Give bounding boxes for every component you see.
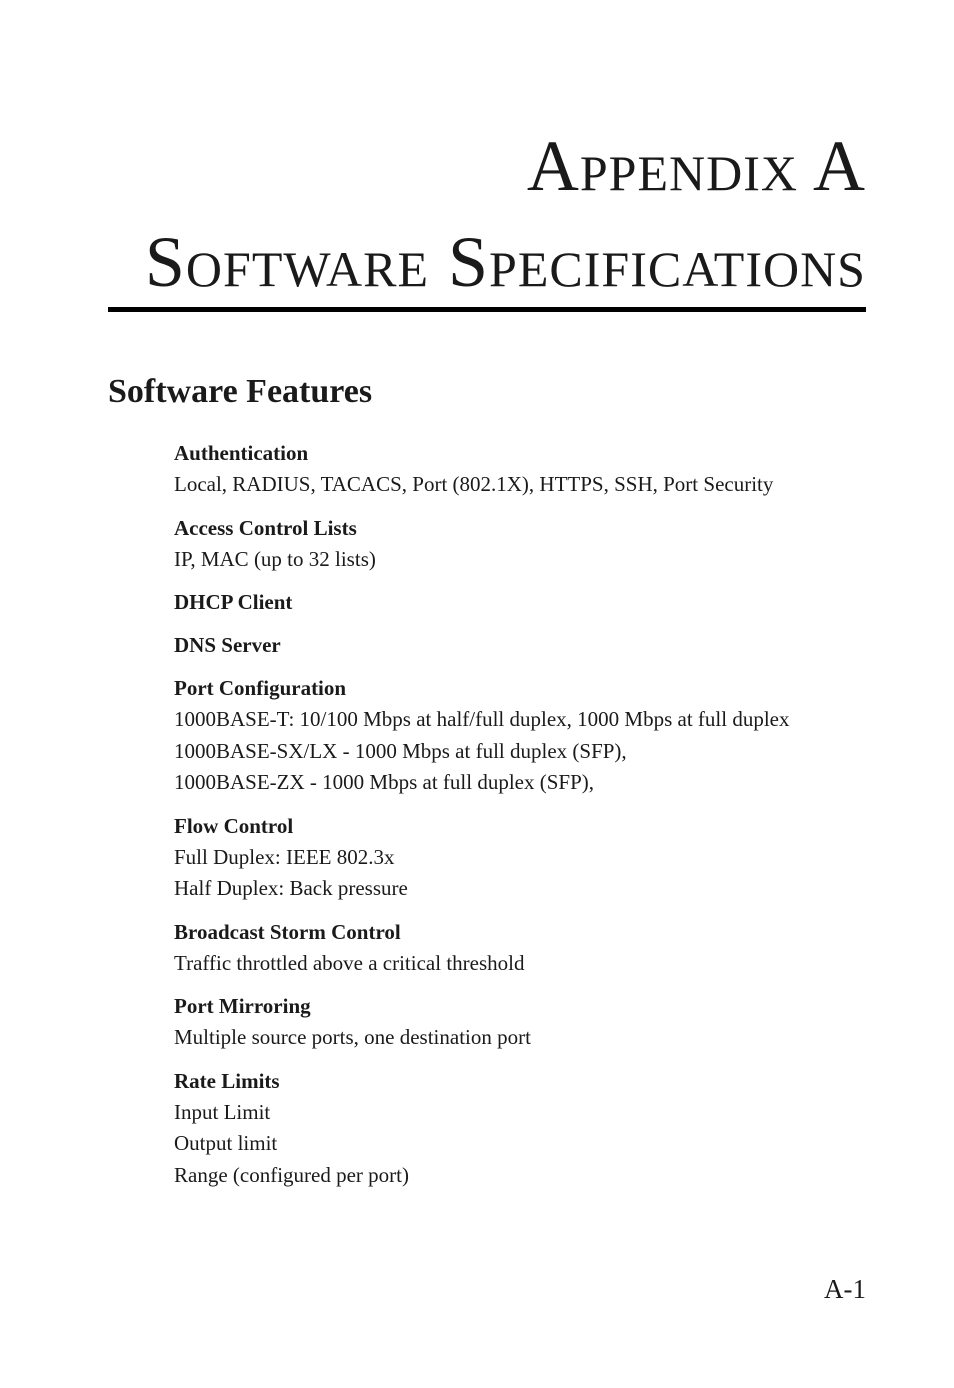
chapter-title bbox=[145, 118, 866, 310]
section-heading: Software Features bbox=[108, 373, 373, 410]
feature-item bbox=[174, 811, 874, 905]
feature-item bbox=[174, 587, 874, 618]
feature-description: Range (configured per port) bbox=[174, 1162, 409, 1187]
feature-term: DNS Server bbox=[174, 633, 281, 657]
feature-description: 1000BASE-SX/LX - 1000 Mbps at full duplex (SFP), bbox=[174, 738, 627, 763]
feature-term: Authentication bbox=[174, 441, 309, 465]
feature-description: Half Duplex: Back pressure bbox=[174, 876, 408, 900]
feature-term: DHCP Client bbox=[174, 590, 293, 614]
feature-item bbox=[174, 1066, 874, 1192]
chapter-title-line-1: Appendix A bbox=[526, 126, 866, 206]
feature-description: Input Limit bbox=[174, 1099, 271, 1124]
feature-term: Flow Control bbox=[174, 813, 294, 838]
feature-term: Broadcast Storm Control bbox=[174, 919, 401, 944]
feature-description: 1000BASE-T: 10/100 Mbps at half/full duplex, 1000 Mbps at full duplex bbox=[174, 707, 790, 731]
feature-description: Traffic throttled above a critical threshold bbox=[174, 950, 525, 975]
feature-description: Output limit bbox=[174, 1131, 278, 1155]
feature-description: IP, MAC (up to 32 lists) bbox=[174, 546, 376, 571]
feature-description: 1000BASE-ZX - 1000 Mbps at full duplex (SFP), bbox=[174, 770, 594, 794]
feature-description: Full Duplex: IEEE 802.3x bbox=[174, 844, 395, 869]
feature-term: Access Control Lists bbox=[174, 515, 357, 540]
feature-item bbox=[174, 438, 874, 501]
feature-description: Multiple source ports, one destination port bbox=[174, 1025, 531, 1049]
chapter-title-line-2: Software Specifications bbox=[144, 222, 866, 302]
feature-term: Rate Limits bbox=[174, 1068, 280, 1093]
feature-item bbox=[174, 630, 874, 661]
feature-term: Port Configuration bbox=[174, 676, 347, 700]
feature-term: Port Mirroring bbox=[174, 994, 311, 1018]
feature-item bbox=[174, 513, 874, 576]
feature-item bbox=[174, 673, 874, 799]
feature-list bbox=[174, 438, 874, 1203]
page-number: A-1 bbox=[824, 1274, 866, 1304]
feature-item bbox=[174, 917, 874, 980]
title-divider bbox=[108, 307, 866, 312]
feature-description: Local, RADIUS, TACACS, Port (802.1X), HTTPS, SSH, Port Security bbox=[174, 472, 774, 496]
feature-item bbox=[174, 991, 874, 1054]
